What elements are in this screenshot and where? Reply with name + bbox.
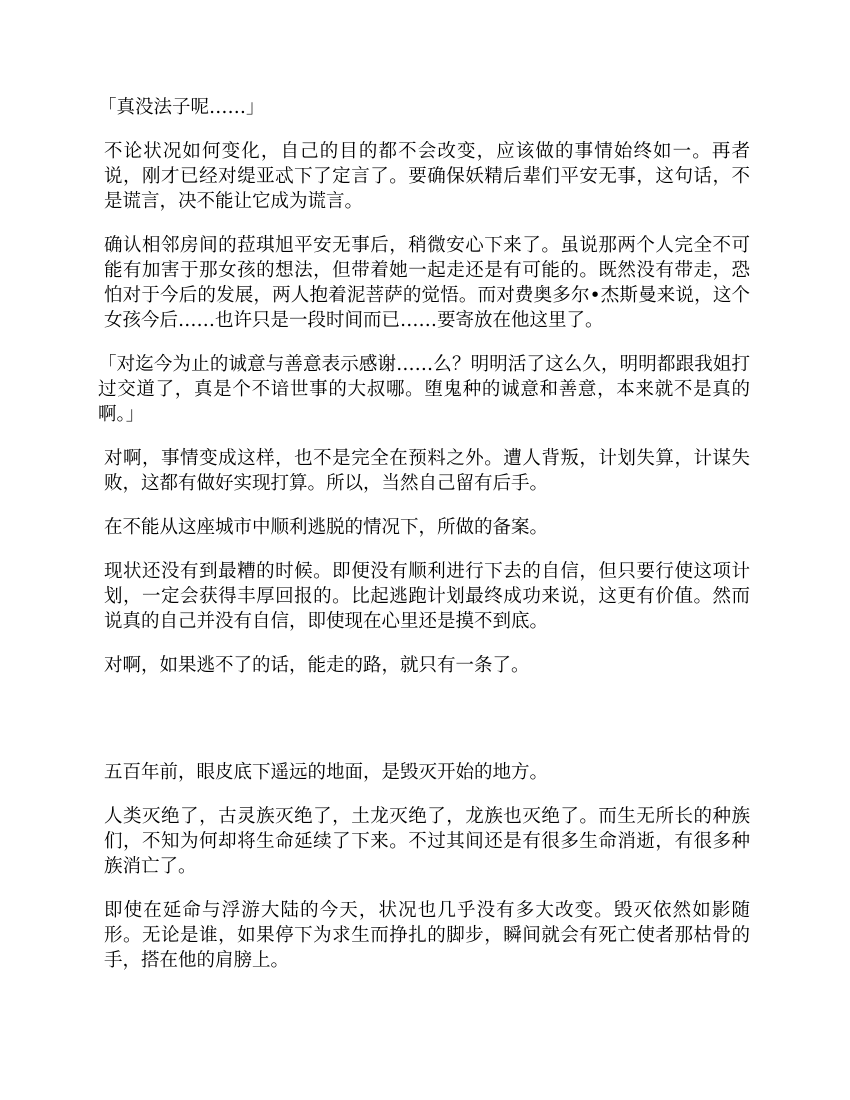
paragraph-dialogue-2: 「对迄今为止的诚意与善意表示感谢……么？明明活了这么久，明明都跟我姐打过交道了，真是个不谙世事的大叔哪。堕鬼种的诚意和善意，本来就不是真的啊。」 (98, 354, 750, 425)
paragraph-dialogue-1: 「真没法子呢……」 (98, 97, 265, 118)
paragraph-3: 确认相邻房间的菈琪旭平安无事后，稍微安心下来了。虽说那两个人完全不可能有加害于那女孩的想法，但带着她一起走还是有可能的。既然没有带走，恐怕对于今后的发展，两人抱着泥菩萨的觉悟。而对费奥多尔•杰斯曼来说，这个女孩今后……也许只是一段时间而已……要寄放在他这里了。 (104, 235, 750, 331)
paragraph-10: 人类灭绝了，古灵族灭绝了，土龙灭绝了，龙族也灭绝了。而生无所长的种族们，不知为何却将生命延续了下来。不过其间还是有很多生命消逝，有很多种族消亡了。 (104, 806, 750, 877)
paragraph-2: 不论状况如何变化，自己的目的都不会改变，应该做的事情始终如一。再者说，刚才已经对缇亚忒下了定言了。要确保妖精后辈们平安无事，这句话，不是谎言，决不能让它成为谎言。 (104, 141, 750, 212)
section-break (104, 697, 750, 760)
paragraph-7: 现状还没有到最糟的时候。即便没有顺利进行下去的自信，但只要行使这项计划，一定会获得丰厚回报的。比起逃跑计划最终成功来说，这更有价值。然而说真的自己并没有自信，即使现在心里还是摸不到底。 (104, 561, 750, 632)
paragraph-5: 对啊，事情变成这样，也不是完全在预料之外。遭人背叛，计划失算，计谋失败，这都有做好实现打算。所以，当然自己留有后手。 (104, 448, 750, 494)
paragraph-8: 对啊，如果逃不了的话，能走的路，就只有一条了。 (104, 655, 530, 676)
paragraph-11: 即使在延命与浮游大陆的今天，状况也几乎没有多大改变。毁灭依然如影随形。无论是谁，如果停下为求生而挣扎的脚步，瞬间就会有死亡使者那枯骨的手，搭在他的肩膀上。 (104, 900, 750, 971)
paragraph-9: 五百年前，眼皮底下遥远的地面，是毁灭开始的地方。 (104, 762, 549, 783)
paragraph-6: 在不能从这座城市中顺利逃脱的情况下，所做的备案。 (104, 517, 549, 538)
